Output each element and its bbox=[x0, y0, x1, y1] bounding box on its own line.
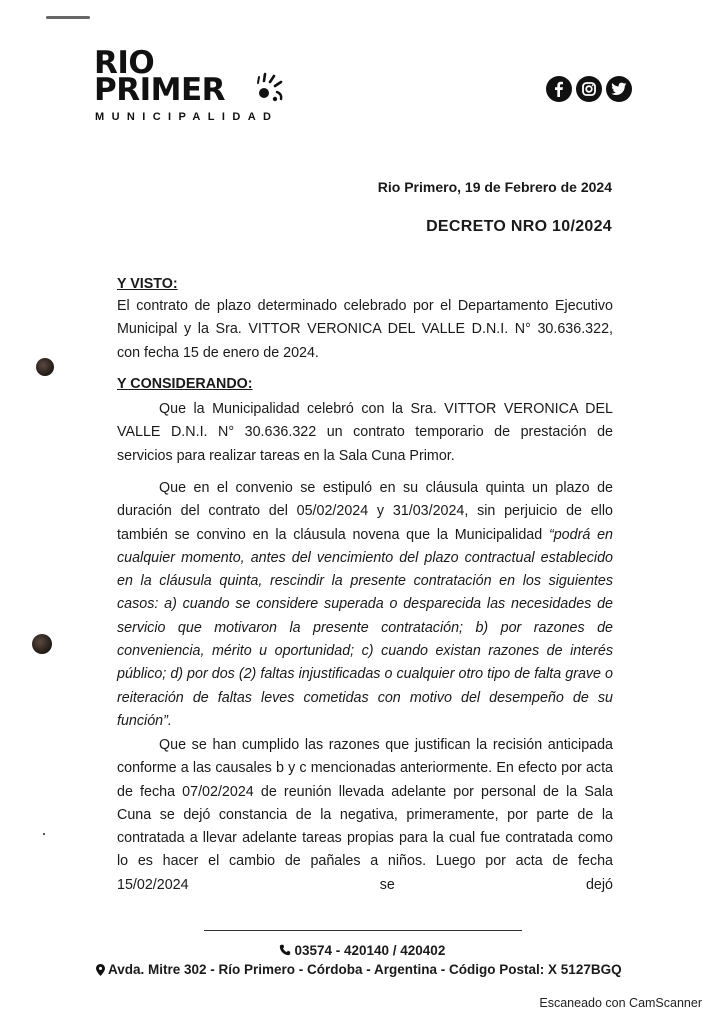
logo-line-2: PRIMER bbox=[94, 72, 226, 108]
scan-speck bbox=[43, 833, 45, 835]
considerando-paragraph-3: Que se han cumplido las razones que justifican la recisión anticipada conforme a las causales b y c mencionadas anteriormente. En efecto por acta de fecha 07/02/2024 de reunión llevada adelante por personal de la Sala Cuna se dejó constancia de la negativa, primeramente, por parte de la contratada a llevar adelante tareas propias para la cual fue contratada como lo es hacer el cambio de pañales a niños. Luego por acta de fecha 15/02/2024 se dejó bbox=[117, 737, 613, 893]
scan-artifact bbox=[46, 16, 90, 19]
facebook-icon[interactable] bbox=[546, 76, 572, 102]
twitter-icon[interactable] bbox=[606, 76, 632, 102]
location-pin-icon bbox=[96, 964, 105, 976]
municipality-logo bbox=[94, 45, 294, 130]
visto-paragraph: El contrato de plazo determinado celebrado por el Departamento Ejecutivo Municipal y la Sra. VITTOR VERONICA DEL VALLE D.N.I. N° 30.636.322, con fecha 15 de enero de 2024. bbox=[117, 298, 613, 361]
binder-hole bbox=[32, 634, 52, 654]
logo-subtitle: MUNICIPALIDAD bbox=[95, 111, 279, 123]
sun-icon bbox=[250, 68, 290, 108]
phone-icon bbox=[279, 944, 291, 956]
paragraph-2-intro: Que en el convenio se estipuló en su cláusula quinta un plazo de duración del contrato del 05/02/2024 y 31/03/2024, sin perjuicio de ello también se convino en la cláusula novena que la Municipalidad bbox=[117, 480, 613, 543]
visto-heading: Y VISTO: bbox=[117, 276, 178, 292]
camscanner-label: Escaneado con CamScanner bbox=[539, 996, 702, 1010]
document-date: Rio Primero, 19 de Febrero de 2024 bbox=[377, 179, 612, 195]
footer-divider bbox=[204, 930, 522, 931]
clause-quote: “podrá en cualquier momento, antes del vencimiento del plazo contractual establecido en la cláusula quinta, rescindir la presente contratación en los siguientes casos: a) cuando se considere superada o desparecida las necesidades de servicio que motivaron la presente contratación; b) por razones de conveniencia, mérito u oportunidad; c) cuando existan razones de interés público; d) por dos (2) faltas injustificadas o cualquier otro tipo de falta grave o reiteración de faltas leves cometidas con motivo del desempeño de su función”. bbox=[117, 526, 613, 729]
binder-hole bbox=[36, 358, 54, 376]
logo-line-1: RIO bbox=[94, 45, 155, 81]
considerando-paragraph-1: Que la Municipalidad celebró con la Sra. VITTOR VERONICA DEL VALLE D.N.I. N° 30.636.322 un contrato temporario de prestación de servicios para realizar tareas en la Sala Cuna Primor. bbox=[117, 401, 613, 464]
decree-number: DECRETO NRO 10/2024 bbox=[426, 218, 612, 235]
instagram-icon[interactable] bbox=[576, 76, 602, 102]
footer-phone bbox=[0, 943, 724, 958]
considerando-heading: Y CONSIDERANDO: bbox=[117, 376, 253, 392]
phone-numbers: 03574 - 420140 / 420402 bbox=[294, 943, 446, 958]
considerando-paragraph-2 bbox=[117, 477, 613, 733]
footer-address bbox=[96, 962, 622, 977]
social-links bbox=[546, 76, 632, 102]
address-text: Avda. Mitre 302 - Río Primero - Córdoba - Argentina - Código Postal: X 5127BGQ bbox=[108, 962, 622, 977]
